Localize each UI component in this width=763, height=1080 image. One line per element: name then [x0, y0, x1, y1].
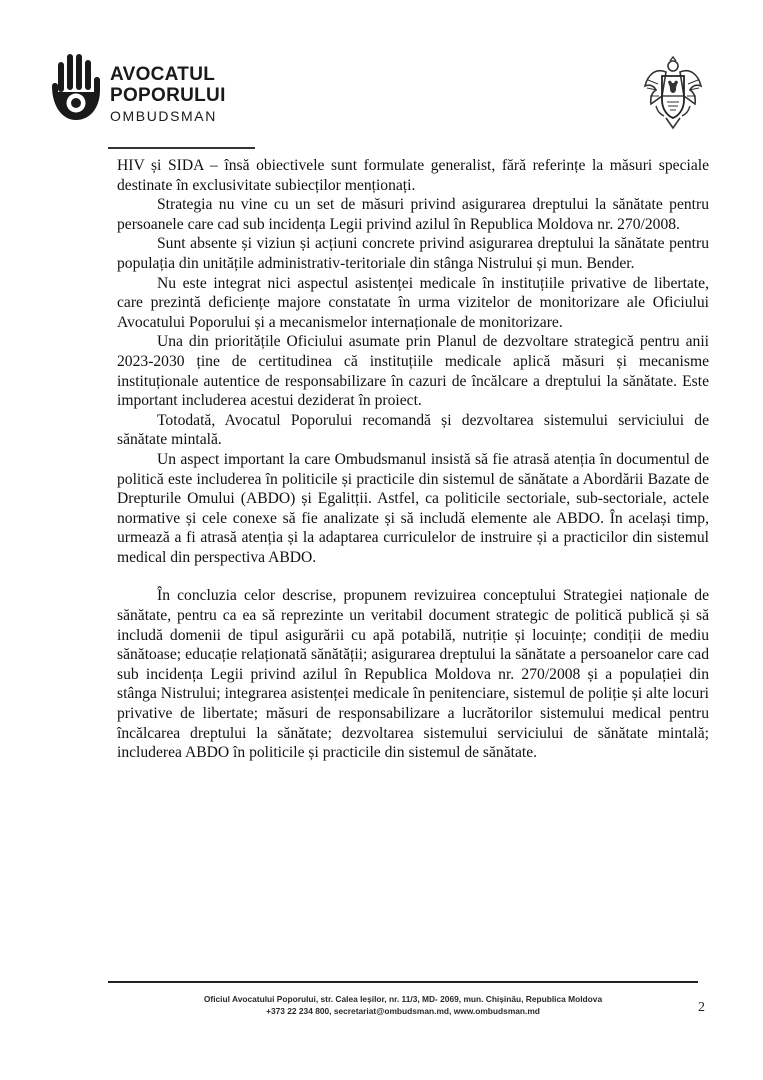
paragraph-hiv-sida: HIV și SIDA – însă obiectivele sunt formulate generalist, fără referințe la măsuri speciale destinate în exclusivitate subiecților menționați.	[117, 157, 709, 194]
footer-contacts: +373 22 234 800, secretariat@ombudsman.md, www.ombudsman.md	[266, 1006, 540, 1016]
footer-divider	[108, 981, 698, 983]
logo-line-poporului: POPORULUI	[110, 85, 226, 106]
paragraph-prioritati: Una din prioritățile Oficiului asumate prin Planul de dezvoltare strategică pentru anii 2023-2030 ține de certitudinea că instituțiile medicale aplică măsuri și mecanisme instituționale autentice de responsabilizare în cazuri de încălcare a dreptului la sănătate. Este important includerea acestui deziderat în proiect.	[117, 333, 709, 410]
paragraph-nistru: Sunt absente și viziun și acțiuni concrete privind asigurarea dreptului la sănătate pentru populația din unitățile administrativ-teritoriale din stânga Nistrului și mun. Bender.	[117, 235, 709, 272]
header-divider	[108, 147, 255, 149]
document-footer	[108, 993, 698, 1017]
logo-line-ombudsman: OMBUDSMAN	[110, 108, 217, 124]
paragraph-abdo: Un aspect important la care Ombudsmanul insistă să fie atrasă atenția în documentul de politică este includerea în politicile și practicile din sistemul de sănătate a Abordării Bazate de Drepturile Omului (ABDO) și Egalitții. Astfel, ca politicile sectoriale, sub-sectoriale, actele normative și cele conexe să fie analizate și să includă elemente ale ABDO. În același timp, urmează a fi atrasă atenția și la adaptarea curriculelor de instruire și a practicilor din sistemul medical din perspectiva ABDO.	[117, 450, 709, 566]
logo-line-avocatul: AVOCATUL	[110, 64, 216, 85]
paragraph-institutii-privative: Nu este integrat nici aspectul asistenței medicale în instituțiile privative de libertate, care prezintă deficiențe majore constatate în urma vizitelor de monitorizare ale Oficiului Avocatului Poporului și a mecanismelor internaționale de monitorizare.	[117, 274, 709, 331]
logo-wordmark	[110, 64, 226, 125]
paragraph-concluzie: În concluzia celor descrise, propunem revizuirea conceptului Strategiei naționale de sănătate, pentru ca ea să reprezinte un veritabil document strategic de politică publică și să includă domenii de tipul asigurării cu apă potabilă, nutriție și locuințe; condiții de mediu sănătoase; educație relaționată sănătății; asigurarea dreptului la sănătate a persoanelor care cad sub incidența Legii privind azilul în Republica Moldova nr. 270/2008 și a populației din stânga Nistrului; integrarea asistenței medicale în penitenciare, sistemul de poliție și alte locuri privative de libertate; măsuri de responsabilizare a lucrătorilor sistemului medical pentru încălcarea dreptului la sănătate; dezvoltarea sistemului serviciului de sănătate mintală; includerea ABDO în politicile și practicile din sistemul de sănătate.	[117, 587, 709, 762]
document-body	[117, 156, 709, 763]
footer-address: Oficiul Avocatului Poporului, str. Calea Ieșilor, nr. 11/3, MD- 2069, mun. Chișinău, Republica Moldova	[203, 994, 603, 1004]
document-header	[48, 52, 718, 142]
ombudsman-hand-logo-icon	[48, 52, 104, 124]
page-number: 2	[698, 1000, 705, 1015]
coat-of-arms-icon	[642, 56, 704, 132]
paragraph-azil: Strategia nu vine cu un set de măsuri privind asigurarea dreptului la sănătate pentru persoanele care cad sub incidența Legii privind azilul în Republica Moldova nr. 270/2008.	[117, 196, 709, 233]
paragraph-sanatate-mintala: Totodată, Avocatul Poporului recomandă și dezvoltarea sistemului serviciului de sănătate mintală.	[117, 411, 709, 449]
